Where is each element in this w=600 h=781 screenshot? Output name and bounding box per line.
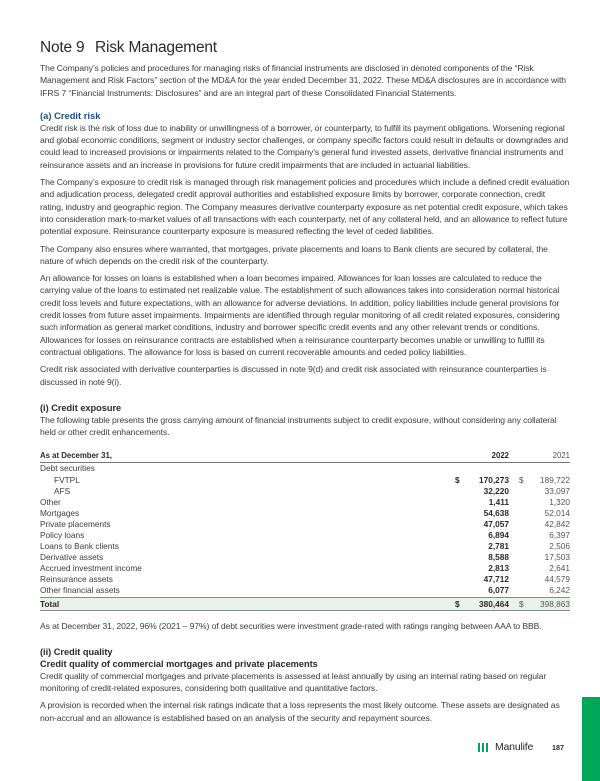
table-row — [40, 497, 570, 508]
table-row — [40, 563, 570, 574]
row-label: Derivative assets — [40, 552, 104, 563]
credit-exposure-table — [40, 451, 570, 610]
credit-quality-paragraph: A provision is recorded when the internal risk ratings indicate that a loss represents the most likely outcome. These assets are designated as non-accrual and an allowance is established based on an analysis of the security and repayment sources. — [40, 700, 560, 723]
table-row — [40, 508, 570, 519]
row-label: FVTPL — [54, 474, 80, 485]
row-label: Private placements — [40, 518, 111, 529]
row-label: Other financial assets — [40, 585, 120, 596]
manulife-bars-icon — [478, 743, 488, 752]
credit-exposure-description: The following table presents the gross carrying amount of financial instruments subject to credit exposure, without considering any collateral held or other credit enhancements. — [40, 414, 557, 438]
total-2021: $ 398,863 — [515, 597, 570, 610]
note-title — [40, 38, 570, 58]
value-2021: 2,506 — [549, 541, 570, 552]
value-2022: 1,411 — [488, 496, 509, 507]
section-heading-credit-exposure: (i) Credit exposure — [40, 402, 122, 413]
page-number: 187 — [552, 743, 564, 752]
value-2022: 8,588 — [488, 552, 509, 563]
credit-quality-paragraph: Credit quality of commercial mortgages and private placements is assessed at least annually by using an internal rating based on regular monitoring of credit-related exposures, considering both qualitative and quantitative factors. — [40, 670, 547, 694]
credit-risk-paragraph: An allowance for losses on loans is established when a loan becomes impaired. Allowances for loan losses are calculated to reduce the carrying value of the loans to estimated net realizable value. The establishment of such allowances takes into consideration normal historical credit loss levels and future expectations, with an allowance for adverse deviations. In addition, policy liabilities include general provisions for credit losses from future asset impairments. Impairments are identified through regular monitoring of all credit related exposures, considering such information as general market conditions, industry and borrower specific credit events and any other relevant trends or conditions. Allowances for losses on reinsurance contracts are established when a reinsurance counterparty becomes unable or unwilling to fulfill its contractual obligations. The allowance for loss is based on current recoverable amounts and ceded policy liabilities. — [40, 273, 560, 357]
row-label: AFS — [54, 485, 71, 496]
row-label: Reinsurance assets — [40, 574, 113, 585]
table-header-row — [40, 451, 570, 463]
value-2021: 6,242 — [549, 585, 570, 596]
subheading-commercial-mortgages: Credit quality of commercial mortgages and private placements — [40, 658, 318, 669]
table-row — [40, 574, 570, 585]
value-2021: 44,579 — [544, 574, 570, 585]
table-header-label: As at December 31, — [40, 451, 455, 463]
value-2021: 17,503 — [544, 552, 570, 563]
value-2022: 6,894 — [488, 529, 509, 540]
value-2022: 47,712 — [483, 574, 509, 585]
row-label: Loans to Bank clients — [40, 541, 119, 552]
note-number: Note 9 — [40, 39, 85, 56]
value-2022: 47,057 — [483, 518, 509, 529]
credit-risk-paragraph: The Company also ensures where warranted, that mortgages, private placements and loans to Bank clients are secured by collateral, the nature of which depends on the credit risk of the counterparty. — [40, 243, 548, 266]
value-2022: 6,077 — [488, 585, 509, 596]
manulife-logo — [478, 741, 533, 753]
value-2021: 42,842 — [544, 518, 570, 529]
row-label: Accrued investment income — [40, 563, 142, 574]
value-2021: 6,397 — [549, 529, 570, 540]
credit-risk-paragraph: Credit risk is the risk of loss due to inability or unwillingness of a borrower, or counterparty, to fulfill its payment obligations. Worsening regional and global economic conditions, segment or industry sector challenges, or company specific factors could result in defaults or downgrades and could lead to increased provisions or impairments related to the Company’s general fund invested assets, derivative financial instruments and reinsurance assets and an increase in provisions for future credit impairments that are included in actuarial liabilities. — [40, 122, 569, 170]
table-row — [40, 585, 570, 597]
value-2022: $ 170,273 — [455, 474, 509, 485]
table-row — [40, 486, 570, 497]
value-2021: $ 189,722 — [519, 474, 570, 485]
table-row — [40, 530, 570, 541]
value-2021: 2,641 — [549, 563, 570, 574]
note-heading: Risk Management — [95, 39, 217, 56]
value-2022: 54,638 — [483, 507, 509, 518]
table-row — [40, 541, 570, 552]
total-label: Total — [40, 597, 455, 610]
section-heading-credit-risk: (a) Credit risk — [40, 109, 101, 121]
intro-paragraph: The Company’s policies and procedures for managing risks of financial instruments are disclosed in denoted components of the “Risk Management and Risk Factors” section of the MD&A for the year ended December 31, 2022. These MD&A disclosures are in accordance with IFRS 7 “Financial Instruments: Disclosures” and are an integral part of these Consolidated Financial Statements. — [40, 63, 566, 98]
value-2021: 1,320 — [549, 496, 570, 507]
value-2022: 2,813 — [488, 563, 509, 574]
table-group-row — [40, 463, 570, 475]
value-2021: 52,014 — [544, 507, 570, 518]
table-row — [40, 552, 570, 563]
row-label: Other — [40, 496, 61, 507]
section-heading-credit-quality: (ii) Credit quality — [40, 646, 113, 657]
table-header-2022: 2022 — [455, 451, 515, 463]
document-page — [40, 38, 570, 724]
credit-risk-paragraph: Credit risk associated with derivative counterparties is discussed in note 9(d) and credit risk associated with reinsurance counterparties is discussed in note 9(i). — [40, 364, 547, 387]
total-2022: $ 380,464 — [455, 597, 515, 610]
row-label: Debt securities — [40, 463, 95, 474]
credit-risk-paragraph: The Company’s exposure to credit risk is managed through risk management policies and procedures which include a defined credit evaluation and adjudication process, delegated credit approval authorities and established exposure limits by borrower, corporate connection, credit rating, industry and geographic region. The Company measures derivative counterparty exposure as net potential credit exposure, which takes into consideration mark-to-market values of all transactions with each counterparty, net of any collateral held, and an allowance to reflect future potential exposure. Reinsurance counterparty exposure is measured reflecting the level of ceded liabilities. — [40, 177, 570, 237]
table-total-row — [40, 597, 570, 610]
table-row — [40, 475, 570, 486]
row-label: Mortgages — [40, 507, 80, 518]
table-header-2021: 2021 — [515, 451, 570, 463]
page-edge-tab — [582, 697, 600, 781]
brand-name: Manulife — [495, 741, 534, 753]
value-2022: 2,781 — [488, 541, 509, 552]
row-label: Policy loans — [40, 529, 85, 540]
value-2022: 32,220 — [483, 485, 509, 496]
value-2021: 33,097 — [544, 485, 570, 496]
investment-grade-note: As at December 31, 2022, 96% (2021 – 97%) of debt securities were investment grade-rated with ratings ranging between AAA to BBB. — [40, 620, 542, 631]
table-row — [40, 519, 570, 530]
